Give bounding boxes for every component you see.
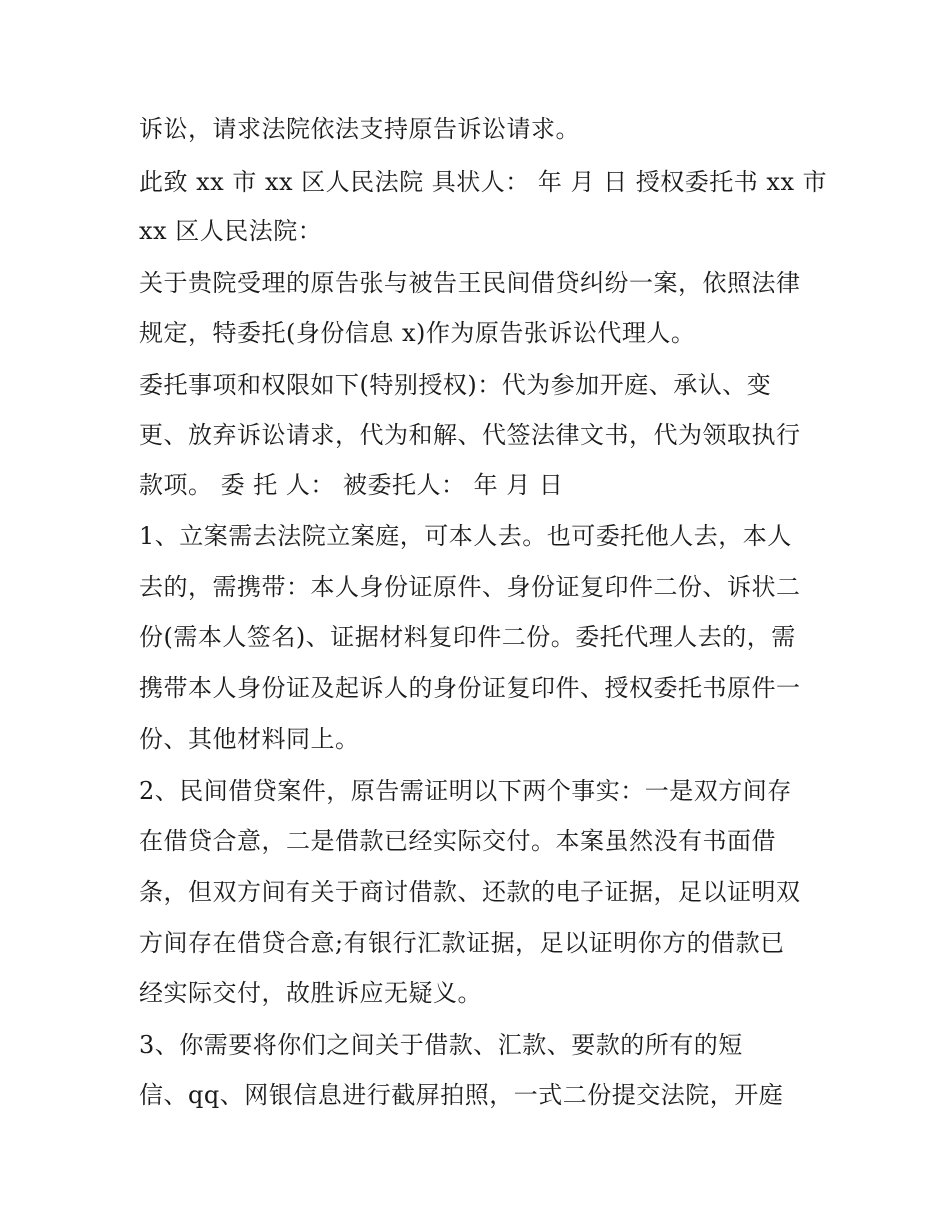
text-line: 条，但双方间有关于商讨借款、还款的电子证据，足以证明双 <box>139 878 801 906</box>
text-line: 去的，需携带：本人身份证原件、身份证复印件二份、诉状二 <box>139 573 801 601</box>
text-line: 经实际交付，故胜诉应无疑义。 <box>139 979 482 1007</box>
text-line: 方间存在借贷合意;有银行汇款证据，足以证明你方的借款已 <box>139 929 785 957</box>
text-line: 诉讼，请求法院依法支持原告诉讼请求。 <box>139 115 580 143</box>
text-line: 2、民间借贷案件，原告需证明以下两个事实：一是双方间存 <box>139 777 792 805</box>
text-line: 关于贵院受理的原告张与被告王民间借贷纠纷一案，依照法律 <box>139 269 801 297</box>
text-line: 信、qq、网银信息进行截屏拍照，一式二份提交法院，开庭 <box>139 1081 784 1109</box>
text-line: 3、你需要将你们之间关于借款、汇款、要款的所有的短 <box>139 1031 743 1059</box>
text-line: 份(需本人签名)、证据材料复印件二份。委托代理人去的，需 <box>139 623 796 651</box>
text-line: xx 区人民法院： <box>139 217 323 245</box>
text-line: 1、立案需去法院立案庭，可本人去。也可委托他人去，本人 <box>139 522 792 550</box>
text-line: 份、其他材料同上。 <box>139 725 360 753</box>
text-line: 更、放弃诉讼请求，代为和解、代签法律文书，代为领取执行 <box>139 421 801 449</box>
text-line: 委托事项和权限如下(特别授权)：代为参加开庭、承认、变 <box>139 371 772 399</box>
text-line: 款项。 委 托 人： 被委托人： 年 月 日 <box>139 471 564 499</box>
text-line: 携带本人身份证及起诉人的身份证复印件、授权委托书原件一 <box>139 674 801 702</box>
text-line: 规定，特委托(身份信息 x)作为原告张诉讼代理人。 <box>139 319 696 347</box>
text-line: 此致 xx 市 xx 区人民法院 具状人： 年 月 日 授权委托书 xx 市 <box>139 168 828 196</box>
text-line: 在借贷合意，二是借款已经实际交付。本案虽然没有书面借 <box>139 827 776 855</box>
